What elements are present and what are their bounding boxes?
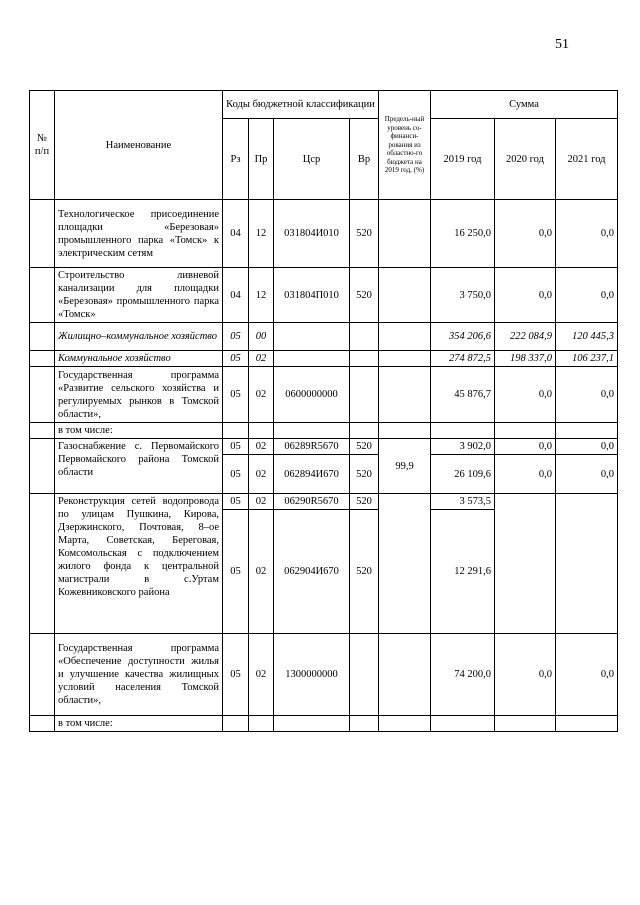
row-rz: 05 <box>223 634 249 716</box>
row-pr: 02 <box>249 367 274 423</box>
row-name: Строительство ливневой канализации для площадки «Березовая» промышленного парка «Томск» <box>55 268 223 323</box>
row-name: Коммунальное хозяйство <box>55 351 223 367</box>
row-2021: 0,0 <box>556 455 618 494</box>
row-2021: 0,0 <box>556 634 618 716</box>
row-csr: 062894И670 <box>274 455 350 494</box>
table-row <box>30 439 618 455</box>
row-2019: 26 109,6 <box>431 455 495 494</box>
row-rz: 05 <box>223 510 249 634</box>
header-pr: Пр <box>249 119 274 200</box>
row-vr: 520 <box>350 494 379 510</box>
row-rz: 04 <box>223 268 249 323</box>
row-rz: 04 <box>223 200 249 268</box>
row-2021: 0,0 <box>556 367 618 423</box>
page-number: 51 <box>555 37 569 52</box>
row-num <box>30 634 55 716</box>
row-num <box>30 323 55 351</box>
row-level <box>379 494 431 634</box>
row-2019: 354 206,6 <box>431 323 495 351</box>
row-name: Жилищно–коммунальное хозяйство <box>55 323 223 351</box>
row-vr: 520 <box>350 455 379 494</box>
header-name: Наименование <box>55 91 223 200</box>
row-2021: 106 237,1 <box>556 351 618 367</box>
row-pr: 02 <box>249 439 274 455</box>
row-num <box>30 423 55 439</box>
row-pr: 02 <box>249 494 274 510</box>
row-rz: 05 <box>223 494 249 510</box>
row-csr: 031804П010 <box>274 268 350 323</box>
header-num: № п/п <box>30 91 55 200</box>
table-row <box>30 351 618 367</box>
row-level <box>379 323 431 351</box>
row-pr: 02 <box>249 634 274 716</box>
row-vr: 520 <box>350 439 379 455</box>
row-vr: 520 <box>350 268 379 323</box>
row-2019: 45 876,7 <box>431 367 495 423</box>
row-2019: 12 291,6 <box>431 510 495 634</box>
row-name: Государственная программа «Обеспечение доступности жилья и улучшение качества жилищных условий населения Томской области», <box>55 634 223 716</box>
row-csr <box>274 351 350 367</box>
row-2020: 0,0 <box>495 455 556 494</box>
row-vr <box>350 351 379 367</box>
table-row <box>30 367 618 423</box>
row-name: в том числе: <box>55 716 223 732</box>
row-pr: 12 <box>249 200 274 268</box>
table-row <box>30 200 618 268</box>
row-pr: 02 <box>249 351 274 367</box>
row-vr <box>350 634 379 716</box>
row-num <box>30 439 55 494</box>
row-level <box>379 351 431 367</box>
row-2021: 0,0 <box>556 439 618 455</box>
row-2020 <box>495 494 556 634</box>
row-rz: 05 <box>223 367 249 423</box>
row-csr: 1300000000 <box>274 634 350 716</box>
row-2020: 0,0 <box>495 268 556 323</box>
row-2019: 3 902,0 <box>431 439 495 455</box>
row-num <box>30 351 55 367</box>
row-csr: 031804И010 <box>274 200 350 268</box>
row-name: Технологическое присоединение площадки «Березовая» промышленного парка «Томск» к электрическим сетям <box>55 200 223 268</box>
row-2020: 0,0 <box>495 367 556 423</box>
row-vr <box>350 323 379 351</box>
row-2021: 0,0 <box>556 200 618 268</box>
row-level: 99,9 <box>379 439 431 494</box>
header-codes: Коды бюджетной классификации <box>223 91 379 119</box>
row-csr <box>274 323 350 351</box>
header-vr: Вр <box>350 119 379 200</box>
row-name: Государственная программа «Развитие сельского хозяйства и регулируемых рынков в Томской области», <box>55 367 223 423</box>
row-level <box>379 367 431 423</box>
budget-table <box>29 90 618 732</box>
row-2020: 0,0 <box>495 200 556 268</box>
header-level: Предель-ный уровень со-финанси-рования из областно-го бюджета на 2019 год, (%) <box>379 91 431 200</box>
row-csr: 06290R5670 <box>274 494 350 510</box>
row-csr: 062904И670 <box>274 510 350 634</box>
row-vr <box>350 367 379 423</box>
row-2020: 0,0 <box>495 439 556 455</box>
row-vr: 520 <box>350 510 379 634</box>
row-level <box>379 268 431 323</box>
table-row <box>30 323 618 351</box>
table-row <box>30 494 618 510</box>
row-num <box>30 268 55 323</box>
header-rz: Рз <box>223 119 249 200</box>
row-csr: 06289R5670 <box>274 439 350 455</box>
table-row <box>30 268 618 323</box>
row-rz: 05 <box>223 439 249 455</box>
row-2021: 120 445,3 <box>556 323 618 351</box>
row-2019: 3 750,0 <box>431 268 495 323</box>
row-2021 <box>556 494 618 634</box>
row-pr: 12 <box>249 268 274 323</box>
header-2020: 2020 год <box>495 119 556 200</box>
row-name: Газоснабжение с. Первомайского Первомайского района Томской области <box>55 439 223 494</box>
row-rz: 05 <box>223 455 249 494</box>
row-2019: 16 250,0 <box>431 200 495 268</box>
table-row <box>30 716 618 732</box>
row-2019: 3 573,5 <box>431 494 495 510</box>
row-pr: 00 <box>249 323 274 351</box>
table-row <box>30 634 618 716</box>
row-2019: 74 200,0 <box>431 634 495 716</box>
row-level <box>379 200 431 268</box>
row-level <box>379 634 431 716</box>
header-2021: 2021 год <box>556 119 618 200</box>
row-2020: 198 337,0 <box>495 351 556 367</box>
row-name: Реконструкция сетей водопровода по улицам Пушкина, Кирова, Дзержинского, Почтовая, 8–ое Марта, Советская, Береговая, Комсомольская с подключением жилого фонда к центральной магистрали в с.Уртам Кожевниковского района <box>55 494 223 634</box>
row-csr: 0600000000 <box>274 367 350 423</box>
row-2020: 222 084,9 <box>495 323 556 351</box>
row-2021: 0,0 <box>556 268 618 323</box>
row-vr: 520 <box>350 200 379 268</box>
row-rz: 05 <box>223 323 249 351</box>
row-num <box>30 494 55 634</box>
row-pr: 02 <box>249 455 274 494</box>
row-num <box>30 716 55 732</box>
row-pr: 02 <box>249 510 274 634</box>
row-name: в том числе: <box>55 423 223 439</box>
row-num <box>30 367 55 423</box>
row-num <box>30 200 55 268</box>
row-rz: 05 <box>223 351 249 367</box>
row-2020: 0,0 <box>495 634 556 716</box>
header-csr: Цср <box>274 119 350 200</box>
header-2019: 2019 год <box>431 119 495 200</box>
header-sum: Сумма <box>431 91 618 119</box>
row-2019: 274 872,5 <box>431 351 495 367</box>
table-row <box>30 423 618 439</box>
header-row <box>30 91 618 119</box>
